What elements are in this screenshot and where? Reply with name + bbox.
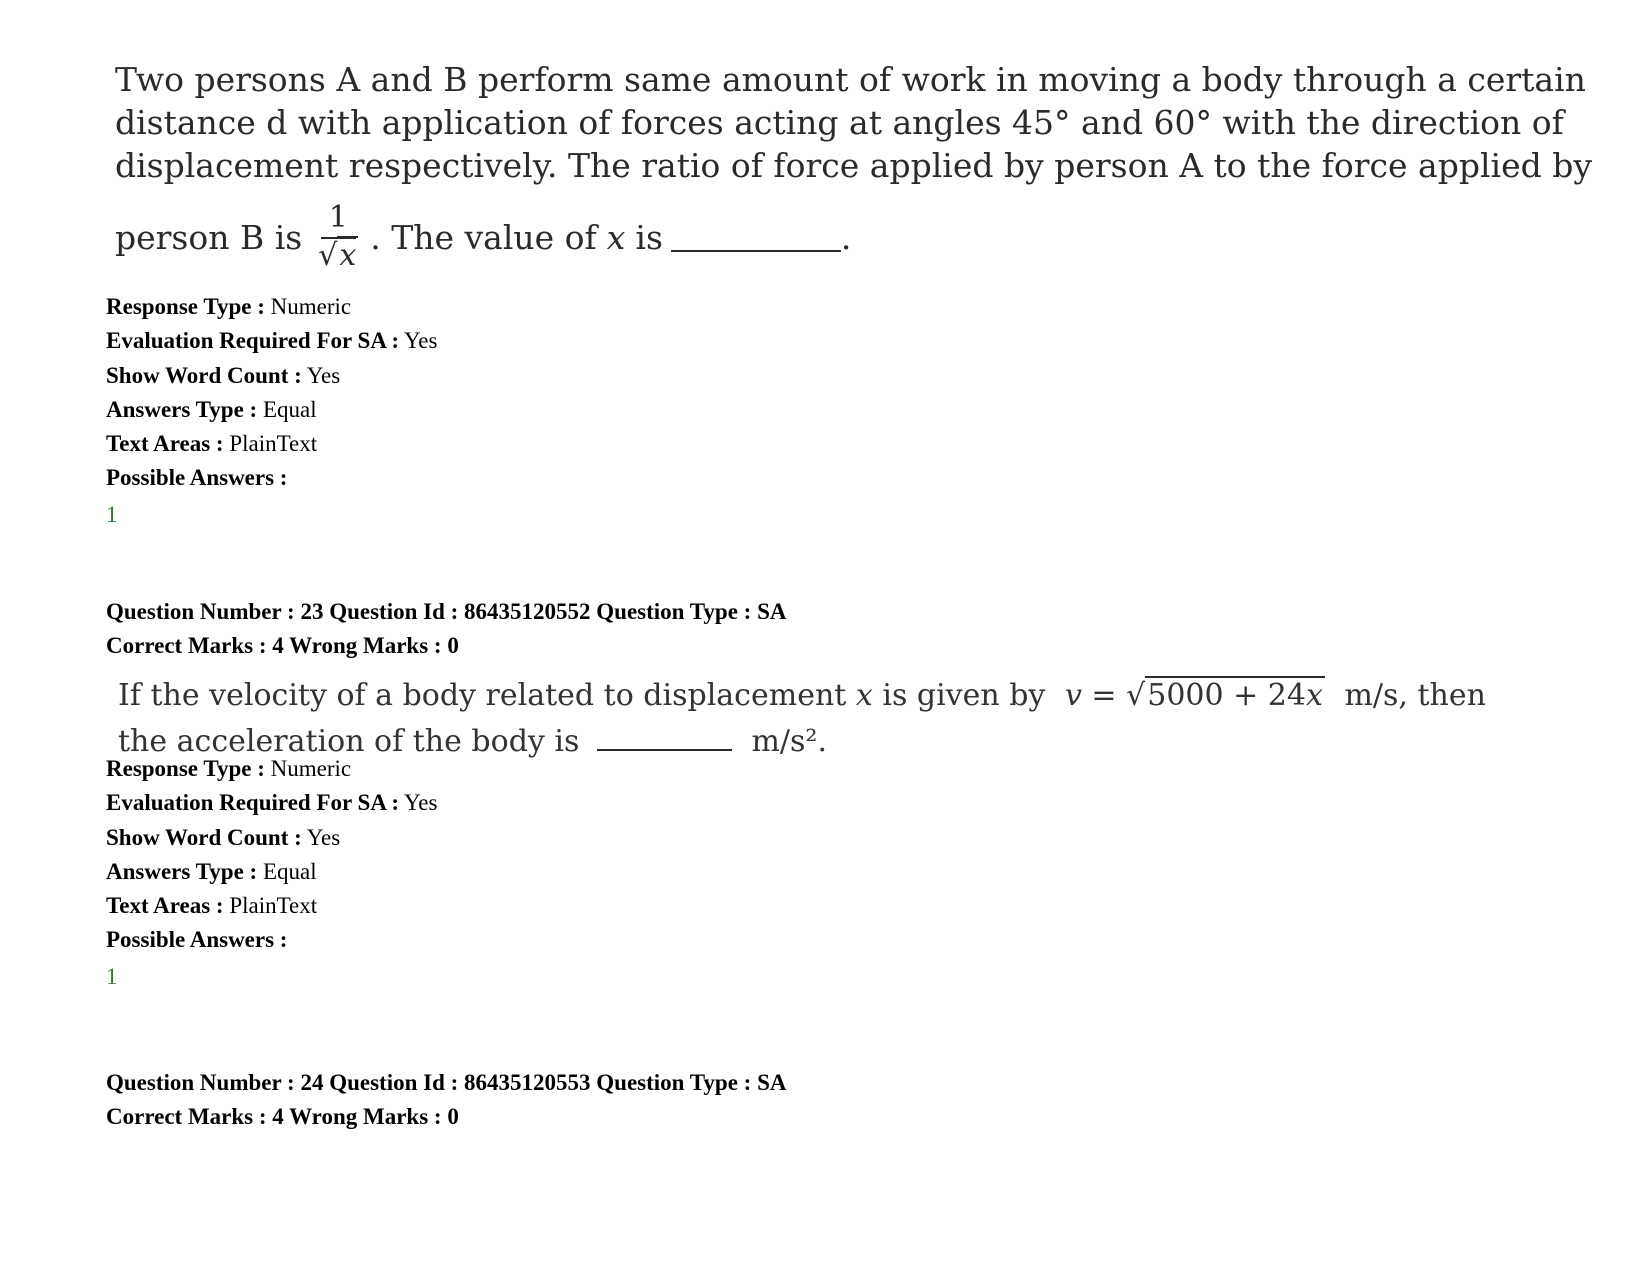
radicand-variable: x <box>1305 678 1323 713</box>
text-areas-row <box>106 427 437 461</box>
q22-stem-line-2: distance d with application of forces acting at angles 45° and 60° with the direction of <box>115 103 1564 142</box>
fraction-denominator <box>318 239 358 271</box>
text-areas-label: Text Areas : <box>106 893 224 919</box>
q22-stem-end: . <box>840 217 852 257</box>
sqrt-symbol: √ <box>1126 678 1146 713</box>
possible-answers-label: Possible Answers : <box>106 927 288 953</box>
q22-stem-suffix: is <box>635 217 663 257</box>
fraction-numerator: 1 <box>321 203 356 239</box>
response-type-value: Numeric <box>270 294 352 319</box>
question-24-marks: Correct Marks : 4 Wrong Marks : 0 <box>106 1104 459 1130</box>
q23-stem-line-2-text: the acceleration of the body is <box>118 724 580 759</box>
show-word-count-value: Yes <box>306 362 341 388</box>
evaluation-required-label: Evaluation Required For SA : <box>106 328 400 354</box>
radicand-number: 5000 + 24 <box>1147 678 1306 713</box>
q23-stem-part-c: m/s, then <box>1344 678 1486 713</box>
answers-type-value: Equal <box>262 858 317 884</box>
answer-blank <box>671 222 841 252</box>
question-23-header <box>106 595 787 664</box>
evaluation-required-row <box>106 324 437 358</box>
sqrt-symbol: √ <box>318 238 338 273</box>
show-word-count-label: Show Word Count : <box>106 824 302 850</box>
possible-answer-value: 1 <box>106 963 118 989</box>
acceleration-unit: m/s². <box>751 724 827 759</box>
sqrt-expression <box>1126 676 1325 713</box>
answers-type-row <box>106 855 437 889</box>
q23-stem-part-a: If the velocity of a body related to displacement <box>118 678 847 713</box>
text-areas-value: PlainText <box>229 893 318 919</box>
response-type-label: Response Type : <box>106 756 265 781</box>
question-23-info: Question Number : 23 Question Id : 86435120552 Question Type : SA <box>106 599 787 624</box>
text-areas-label: Text Areas : <box>106 431 224 457</box>
velocity-equals: v = <box>1064 678 1117 713</box>
evaluation-required-value: Yes <box>404 790 438 816</box>
question-22-metadata <box>106 290 437 532</box>
question-23-marks: Correct Marks : 4 Wrong Marks : 0 <box>106 633 459 659</box>
answer-blank <box>597 727 732 751</box>
question-24-info: Question Number : 24 Question Id : 86435120553 Question Type : SA <box>106 1070 787 1095</box>
answers-type-label: Answers Type : <box>106 396 258 422</box>
question-22-stem <box>115 58 1593 277</box>
q22-stem-mid: . The value of <box>370 217 597 257</box>
question-23-metadata <box>106 752 437 994</box>
text-areas-value: PlainText <box>229 431 318 457</box>
show-word-count-value: Yes <box>306 824 341 850</box>
q22-stem-prefix: person B is <box>115 217 303 257</box>
evaluation-required-row <box>106 786 437 820</box>
ratio-fraction <box>318 200 358 273</box>
response-type-row <box>106 752 437 786</box>
answers-type-row <box>106 393 437 427</box>
fraction-radicand: x <box>339 238 357 273</box>
possible-answer-value: 1 <box>106 501 118 527</box>
response-type-value: Numeric <box>270 756 352 781</box>
q23-stem-line-1 <box>118 673 1486 719</box>
q22-stem-line-3: displacement respectively. The ratio of force applied by person A to the force applied by <box>115 146 1592 185</box>
possible-answers-label: Possible Answers : <box>106 465 288 491</box>
possible-answers-row <box>106 923 437 957</box>
q23-stem-part-b: is given by <box>882 678 1046 713</box>
response-type-label: Response Type : <box>106 294 265 319</box>
q23-stem-variable: x <box>855 678 873 713</box>
q22-stem-variable: x <box>606 217 626 257</box>
answers-type-label: Answers Type : <box>106 858 258 884</box>
answers-type-value: Equal <box>262 396 317 422</box>
q22-stem-line-4 <box>115 197 1593 277</box>
possible-answers-row <box>106 461 437 495</box>
question-24-header <box>106 1066 787 1135</box>
response-type-row <box>106 290 437 324</box>
show-word-count-row <box>106 821 437 855</box>
text-areas-row <box>106 889 437 923</box>
show-word-count-row <box>106 359 437 393</box>
radicand <box>1145 676 1325 713</box>
show-word-count-label: Show Word Count : <box>106 362 302 388</box>
q22-stem-line-1: Two persons A and B perform same amount of work in moving a body through a certain <box>115 60 1586 99</box>
evaluation-required-value: Yes <box>404 328 438 354</box>
evaluation-required-label: Evaluation Required For SA : <box>106 790 400 816</box>
